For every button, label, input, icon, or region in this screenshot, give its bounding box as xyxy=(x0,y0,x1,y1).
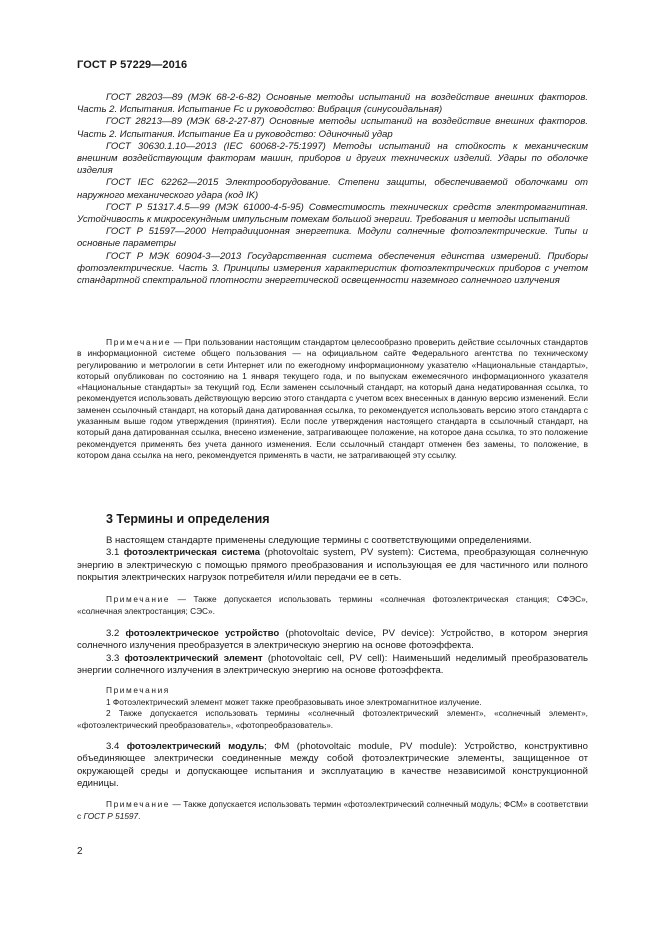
note-label: Примечание xyxy=(106,799,171,809)
normative-references-list xyxy=(77,92,588,287)
note-3-4: Примечание — Также допускается использовать термин «фотоэлектрический солнечный модуль; ФСМ» в соответствии с ГОСТ Р 51597. xyxy=(77,799,588,821)
term-3-2: 3.2 фотоэлектрическое устройство (photovoltaic device, PV device): Устройство, в котором энергия солнечного излучения преобразуется в электрическую энергию на основе фотоэффекта. xyxy=(77,628,588,652)
note-text: — Также допускается использовать термин «фотоэлектрический солнечный модуль; ФСМ» в соответствии с xyxy=(77,799,588,821)
references-note xyxy=(77,337,588,461)
reference-item: ГОСТ Р 51317.4.5—99 (МЭК 61000-4-5-95) Совместимость технических средств электромагнитная. Устойчивость к микросекундным импульсным помехам большой энергии. Требования и методы испытаний xyxy=(77,201,588,226)
reference-item: ГОСТ 30630.1.10—2013 (IEC 60068-2-75:1997) Методы испытаний на стойкость к механическим внешним воздействующим факторам машин, приборов и других технических изделий. Удары по оболочке изделия xyxy=(77,140,588,177)
note-3-1 xyxy=(77,594,588,617)
notes-label: Примечания xyxy=(106,685,170,695)
section-title: 3 Термины и определения xyxy=(106,512,270,526)
term-name: фотоэлектрический элемент xyxy=(124,652,263,664)
section-intro: В настоящем стандарте применены следующие термины с соответствующими определениями. xyxy=(106,535,532,546)
reference-item: ГОСТ 28203—89 (МЭК 68-2-6-82) Основные методы испытаний на воздействие внешних факторов. Часть 2. Испытания. Испытание Fc и руководство: Вибрация (синусоидальная) xyxy=(77,92,588,116)
term-3-4-block xyxy=(77,741,588,790)
term-3-3: 3.3 фотоэлектрический элемент (photovoltaic cell, PV cell): Наименьший неделимый преобразователь энергии солнечного излучения в электрическую энергию на основе фотоэффекта. xyxy=(77,652,588,676)
notes-3-3 xyxy=(77,685,588,731)
term-3-1: 3.1 фотоэлектрическая система (photovoltaic system, PV system): Система, преобразующая солнечную энергию в электрическую с помощью прямого преобразования и использующая ее для частичного или полного покрытия электрических нагрузок потребителя и/или передачи ее в сеть. xyxy=(77,547,588,583)
note-reference: ГОСТ Р 51597 xyxy=(83,810,139,821)
note-label: Примечание xyxy=(106,594,171,604)
reference-item: ГОСТ 28213—89 (МЭК 68-2-27-87) Основные методы испытаний на воздействие внешних факторов. Часть 2. Испытания. Испытание Ea и руководство: Одиночный удар xyxy=(77,116,588,140)
term-name: фотоэлектрический модуль xyxy=(126,741,265,752)
section-body-terms xyxy=(77,628,588,677)
term-name: фотоэлектрическое устройство xyxy=(125,628,280,639)
reference-item: ГОСТ IEC 62262—2015 Электрооборудование. Степени защиты, обеспечиваемой оболочками от наружного механического удара (код IK) xyxy=(77,177,588,201)
term-3-4: 3.4 фотоэлектрический модуль; ФМ (photovoltaic module, PV module): Устройство, конструктивно объединяющее электрически соединенные между собой фотоэлектрические элементы, защищенное от окружающей среды и допускающее испытания и эксплуатацию в качестве независимой конструкционной единицы. xyxy=(77,741,588,789)
page-number: 2 xyxy=(77,846,83,857)
note-item: 2 Также допускается использовать термины «солнечный фотоэлектрический элемент», «солнечный элемент», «фотоэлектрический преобразователь», «фотопреобразователь». xyxy=(77,708,588,730)
note-dash: — xyxy=(171,337,185,347)
note-item: 1 Фотоэлектрический элемент может также преобразовывать иное электромагнитное излучение. xyxy=(106,696,482,707)
note-text: При пользовании настоящим стандартом целесообразно проверить действие ссылочных стандартов в информационной системе общего пользования — на официальном сайте Федерального агентства по техническому регулированию и метрологии в сети Интернет или по ежегодному информационному указателю «Национальные стандарты», который опубликован по состоянию на 1 января текущего года, и по выпускам ежемесячного информационного указателя «Национальные стандарты» за текущий год. Если заменен ссылочный стандарт, на который дана недатированная ссылка, то рекомендуется использовать действующую версию этого стандарта с учетом всех внесенных в данную версию изменений. Если заменен ссылочный стандарт, на который дана датированная ссылка, то рекомендуется использовать версию этого стандарта с указанным выше годом утверждения (принятия). Если после утверждения настоящего стандарта в ссылочный стандарт, на который дана датированная ссылка, внесено изменение, затрагивающее положение, на которое дана ссылка, то это положение рекомендуется применять без учета данного изменения. Если ссылочный стандарт отменен без замены, то положение, в котором дана ссылка на него, рекомендуется применять в части, не затрагивающей эту ссылку. xyxy=(77,337,588,460)
reference-item: ГОСТ Р МЭК 60904-3—2013 Государственная система обеспечения единства измерений. Приборы фотоэлектрические. Часть 3. Принципы измерения характеристик фотоэлектрических приборов с учетом стандартной спектральной плотности энергетической освещенности наземного солнечного излучения xyxy=(77,250,588,287)
term-name: фотоэлектрическая система xyxy=(123,547,261,559)
section-body-intro xyxy=(77,535,588,584)
reference-item: ГОСТ Р 51597—2000 Нетрадиционная энергетика. Модули солнечные фотоэлектрические. Типы и основные параметры xyxy=(77,226,588,250)
running-header: ГОСТ Р 57229—2016 xyxy=(77,59,188,71)
note-text: — Также допускается использовать термины «солнечная фотоэлектрическая станция; СФЭС», «солнечная электростанция; СЭС». xyxy=(77,594,588,616)
note-label: Примечание xyxy=(106,337,172,347)
